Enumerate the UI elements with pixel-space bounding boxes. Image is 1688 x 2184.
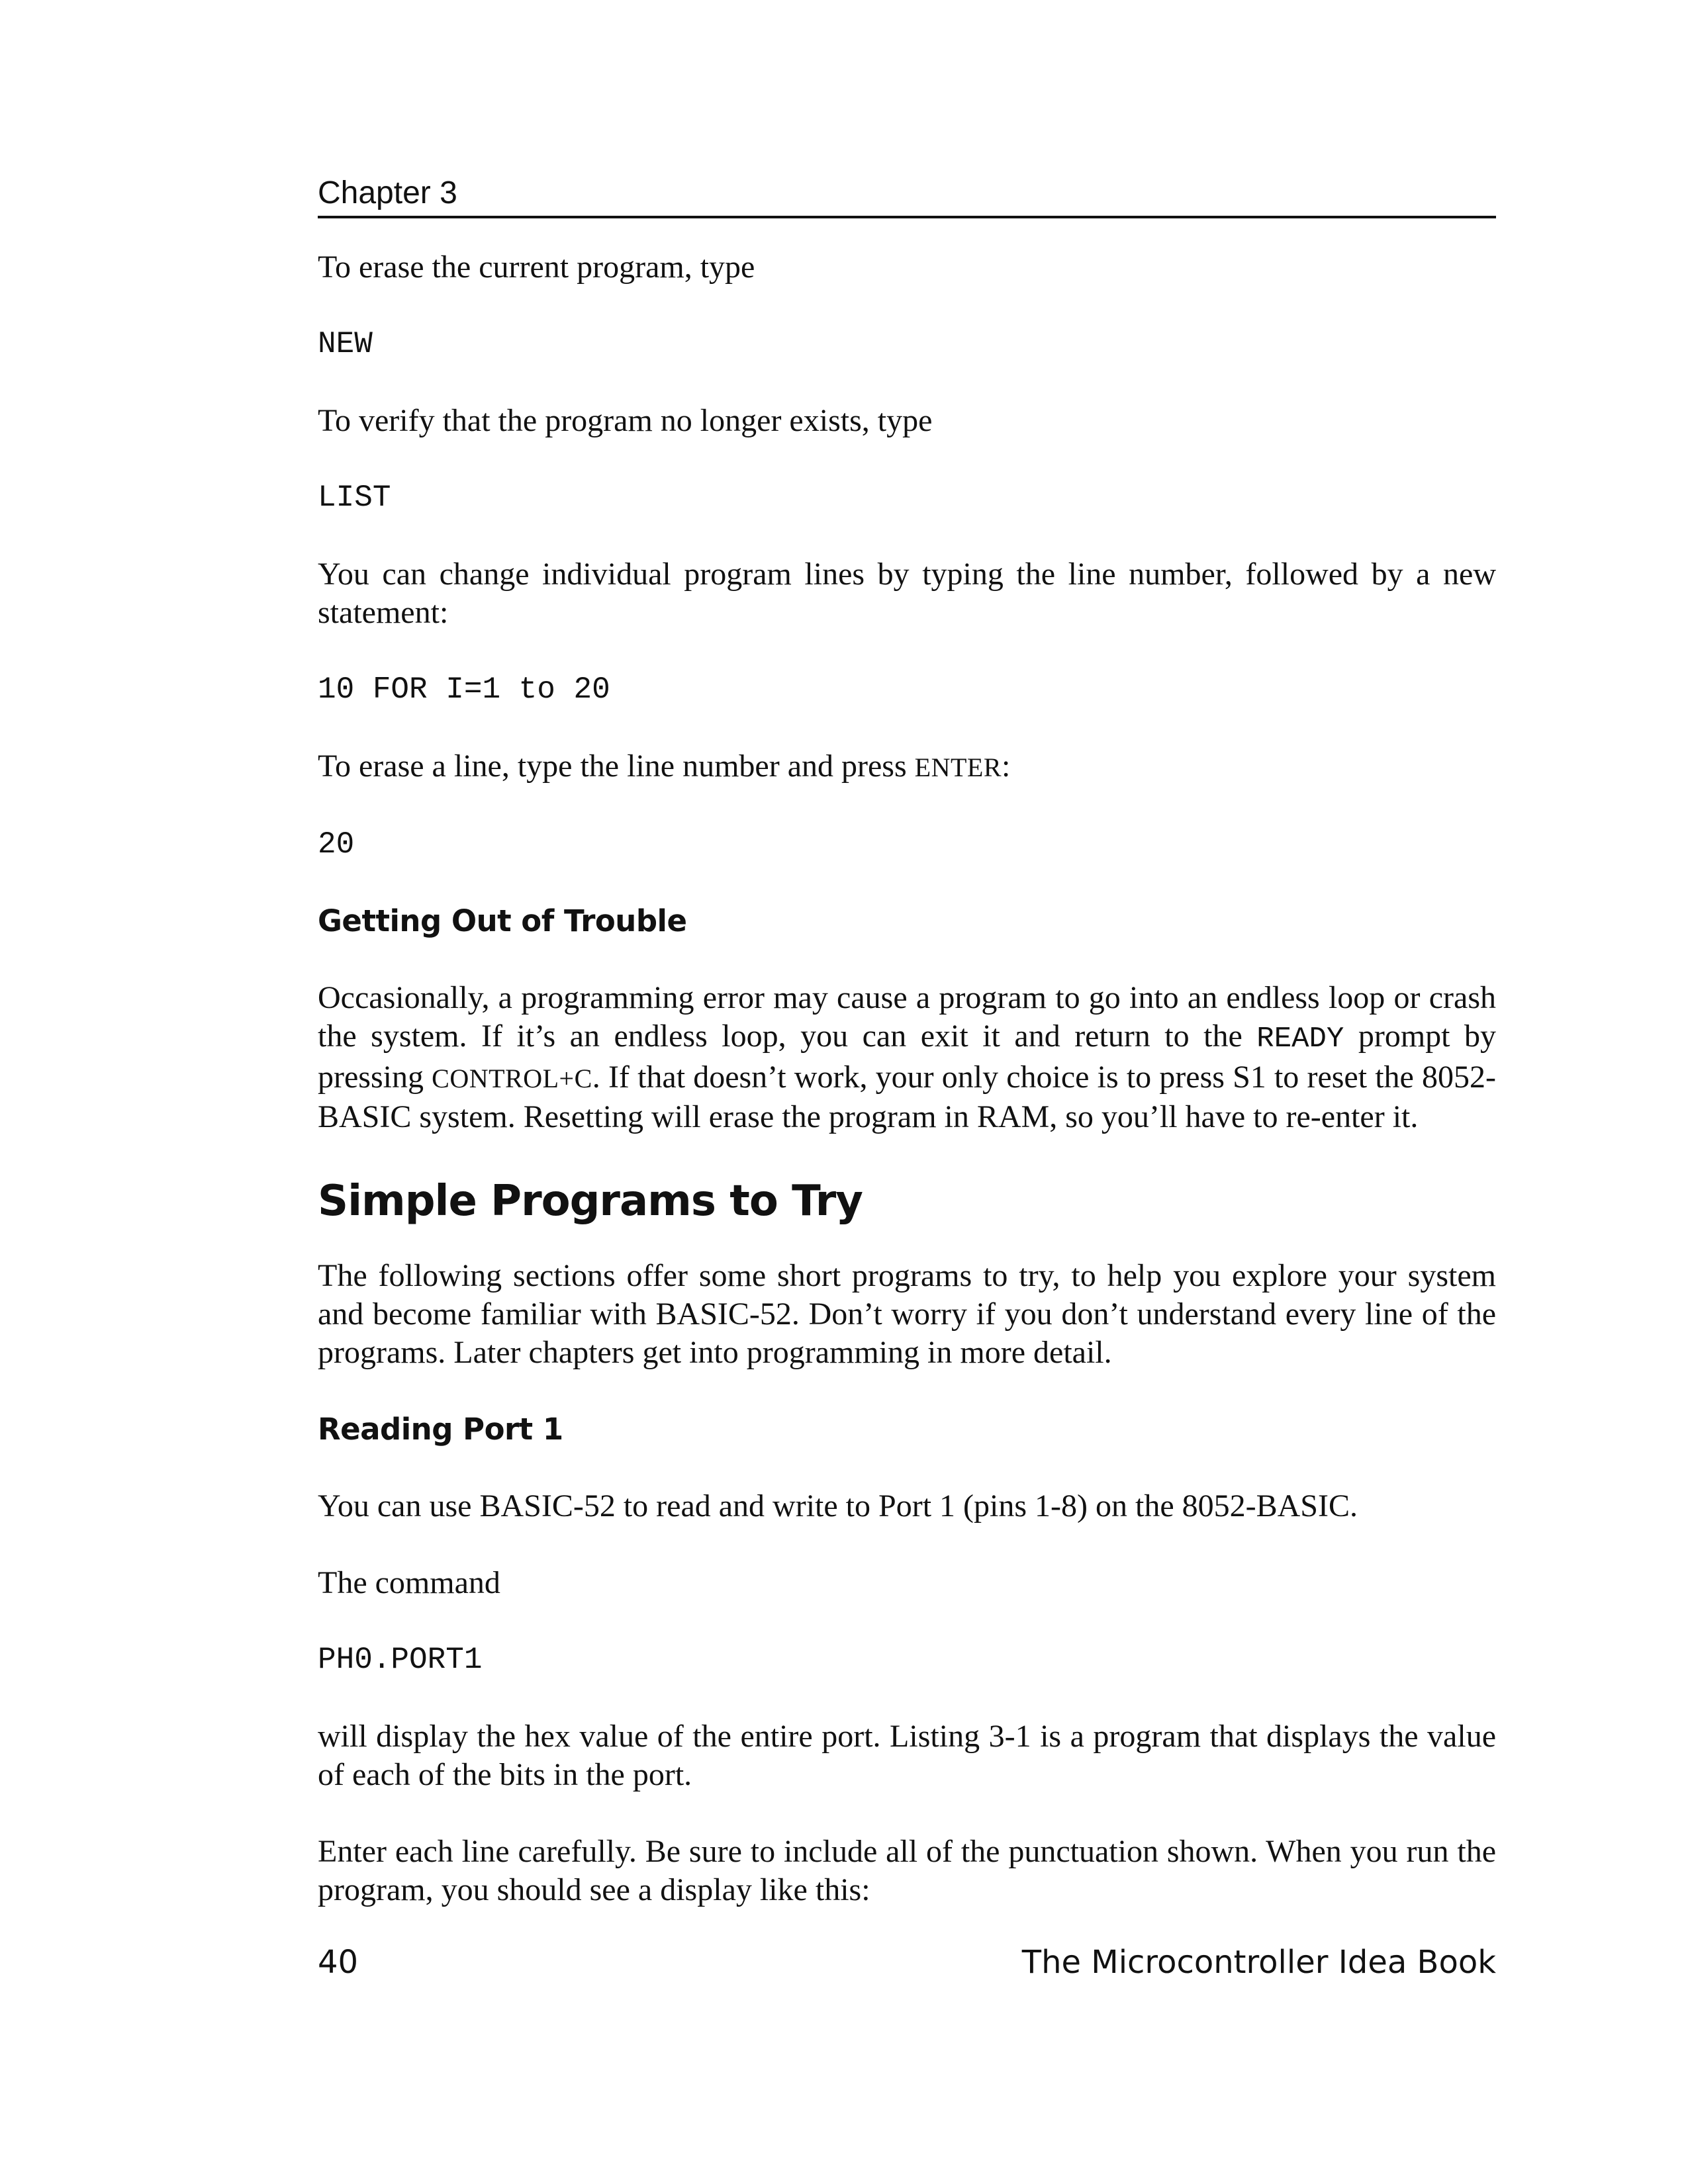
paragraph-hex-value: will display the hex value of the entire port. Listing 3-1 is a program that displays the value of each of the bits in the port. <box>318 1719 1496 1792</box>
paragraph-simple-programs: The following sections offer some short programs to try, to help you explore your system and become familiar with BASIC-52. Don’t worry if you don’t understand every line of the programs. Later chapters get into programming in more detail. <box>318 1258 1496 1370</box>
trouble-text-a: Occasionally, a programming error may cause a program to go into an endless loop or crash the system. If it’s an endless loop, you can exit it and return to the <box>318 980 1496 1054</box>
paragraph-command: The command <box>318 1565 500 1600</box>
trouble-text-c: . If that doesn’t work, your only choice is to press S1 to reset the 8052-BASIC system. Resetting will erase the program in RAM, so you’ll have to re-enter it. <box>318 1060 1497 1134</box>
code-for-line: 10 FOR I=1 to 20 <box>318 672 610 707</box>
paragraph-verify: To verify that the program no longer exists, type <box>318 403 933 438</box>
paragraph-erase-line <box>318 747 1496 787</box>
erase-line-text: To erase a line, type the line number and press <box>318 749 915 784</box>
paragraph-enter-lines: Enter each line carefully. Be sure to include all of the punctuation shown. When you run the program, you should see a display like this: <box>318 1834 1496 1907</box>
erase-line-colon: : <box>1002 749 1011 784</box>
paragraph-change-lines: You can change individual program lines by typing the line number, followed by a new statement: <box>318 557 1496 630</box>
page-body <box>318 248 1496 1948</box>
trouble-text-b: prompt by pressing <box>318 1019 1496 1095</box>
book-title: The Microcontroller Idea Book <box>1021 1944 1496 1981</box>
control-c-key: CONTROL+C <box>432 1064 592 1093</box>
heading-reading-port-1: Reading Port 1 <box>318 1412 563 1447</box>
paragraph-port-1: You can use BASIC-52 to read and write to Port 1 (pins 1-8) on the 8052-BASIC. <box>318 1488 1358 1524</box>
code-list: LIST <box>318 480 391 515</box>
enter-key-label: ENTER <box>914 752 1002 782</box>
ready-prompt: READY <box>1256 1023 1344 1056</box>
code-ph0-port1: PH0.PORT1 <box>318 1643 483 1677</box>
chapter-label: Chapter 3 <box>318 175 457 210</box>
code-new: NEW <box>318 327 373 361</box>
code-line-20: 20 <box>318 827 355 862</box>
running-footer <box>318 1942 1496 1982</box>
paragraph-erase-program: To erase the current program, type <box>318 250 755 285</box>
paragraph-trouble <box>318 979 1496 1136</box>
heading-simple-programs: Simple Programs to Try <box>318 1177 863 1226</box>
page-number: 40 <box>318 1944 359 1981</box>
running-header <box>318 173 1496 218</box>
heading-getting-out-of-trouble: Getting Out of Trouble <box>318 903 687 938</box>
